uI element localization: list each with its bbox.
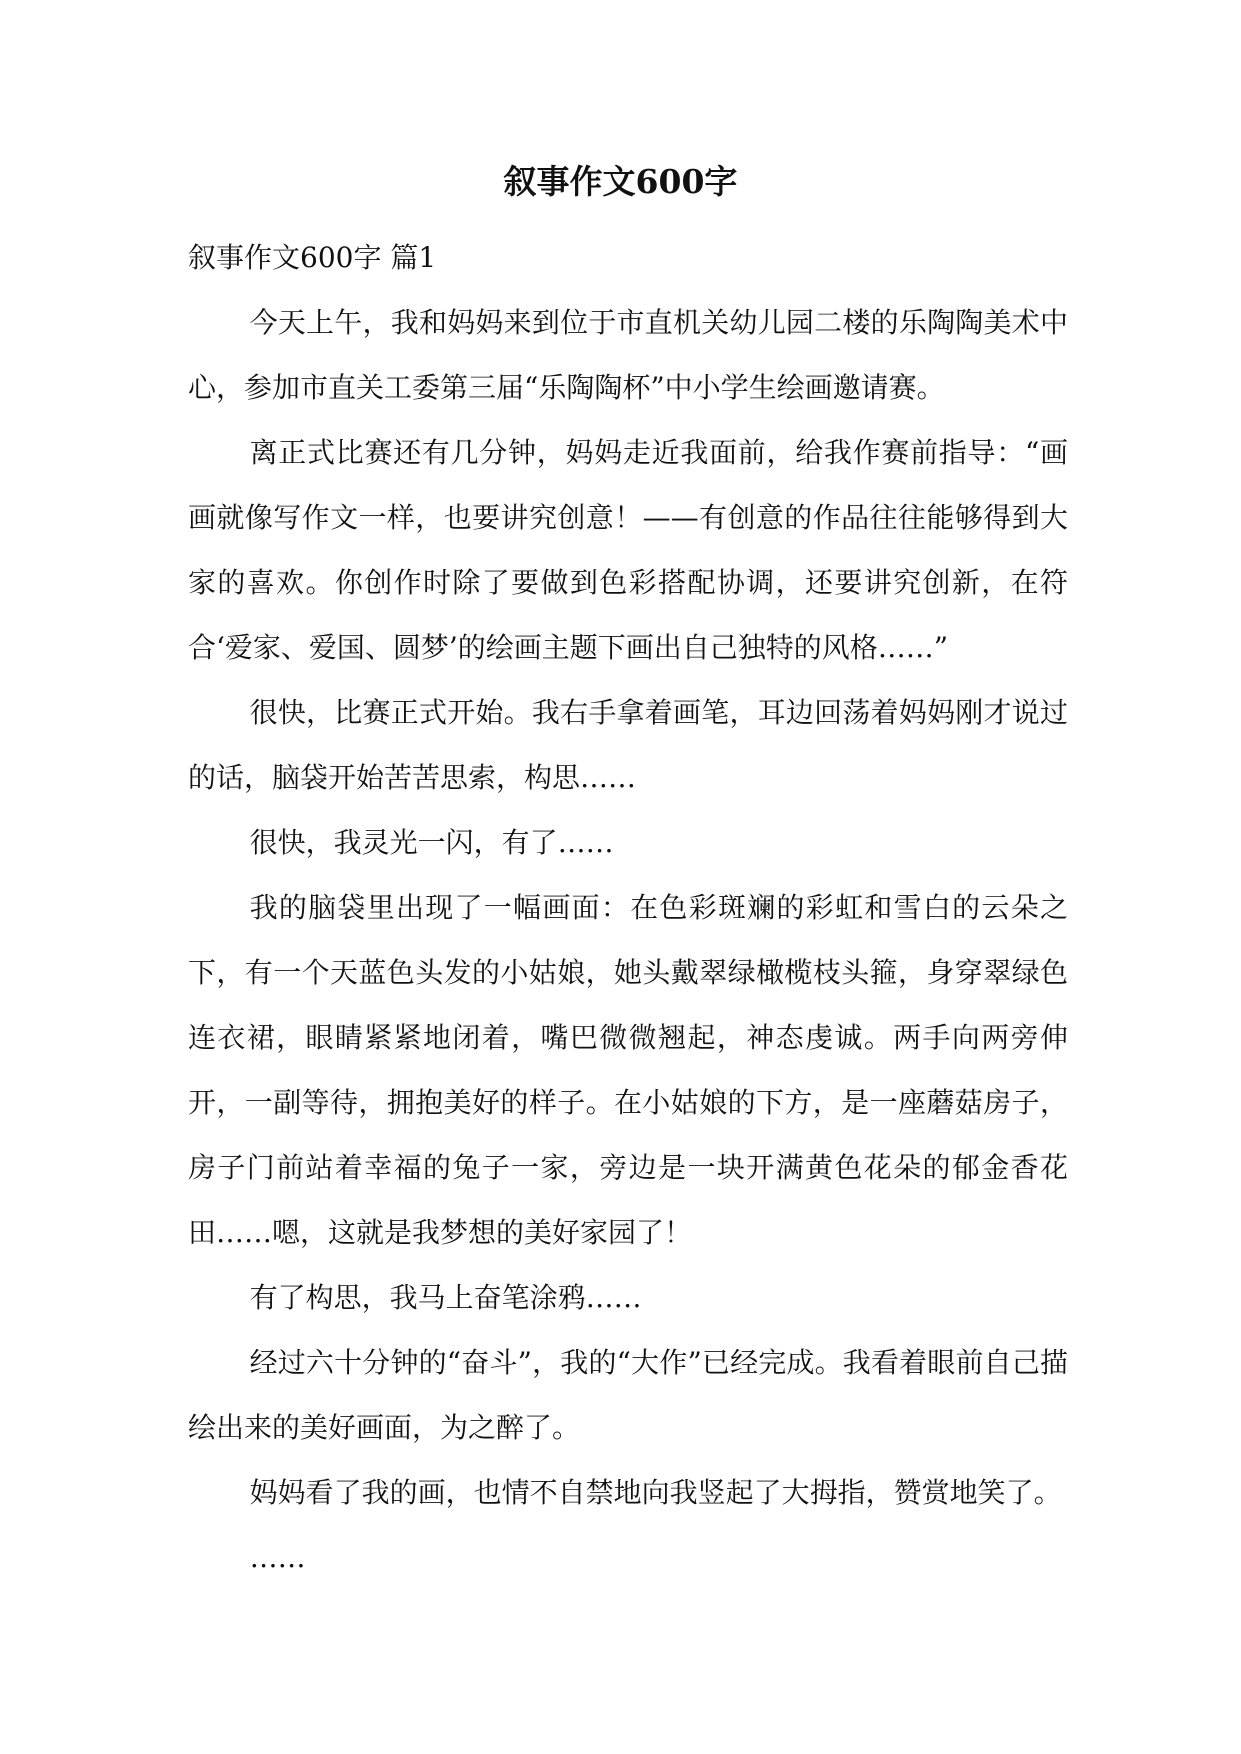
section-heading: 叙事作文600字 篇1	[188, 241, 437, 274]
document-body	[188, 225, 1068, 1590]
paragraph-5: 我的脑袋里出现了一幅画面：在色彩斑斓的彩虹和雪白的云朵之下，有一个天蓝色头发的小姑娘，她头戴翠绿橄榄枝头箍，身穿翠绿色连衣裙，眼睛紧紧地闭着，嘴巴微微翘起，神态虔诚。两手向两旁伸开，一副等待，拥抱美好的样子。在小姑娘的下方，是一座蘑菇房子，房子门前站着幸福的兔子一家，旁边是一块开满黄色花朵的郁金香花田……嗯，这就是我梦想的美好家园了！	[188, 891, 1068, 1249]
document-title: 叙事作文600字	[503, 162, 738, 201]
paragraph-7: 经过六十分钟的“奋斗”，我的“大作”已经完成。我看着眼前自己描绘出来的美好画面，为之醉了。	[188, 1346, 1068, 1444]
paragraph-6: 有了构思，我马上奋笔涂鸦……	[249, 1281, 642, 1314]
paragraph-ellipsis: ……	[249, 1541, 306, 1574]
paragraph-8: 妈妈看了我的画，也情不自禁地向我竖起了大拇指，赞赏地笑了。	[249, 1476, 1062, 1509]
paragraph-2: 离正式比赛还有几分钟，妈妈走近我面前，给我作赛前指导：“画画就像写作文一样，也要讲究创意！——有创意的作品往往能够得到大家的喜欢。你创作时除了要做到色彩搭配协调，还要讲究创新，在符合‘爱家、爱国、圆梦’的绘画主题下画出自己独特的风格……”	[188, 436, 1068, 664]
paragraph-1: 今天上午，我和妈妈来到位于市直机关幼儿园二楼的乐陶陶美术中心，参加市直关工委第三届“乐陶陶杯”中小学生绘画邀请赛。	[188, 306, 1068, 404]
paragraph-4: 很快，我灵光一闪，有了……	[249, 826, 614, 859]
paragraph-3: 很快，比赛正式开始。我右手拿着画笔，耳边回荡着妈妈刚才说过的话，脑袋开始苦苦思索，构思……	[188, 696, 1068, 794]
